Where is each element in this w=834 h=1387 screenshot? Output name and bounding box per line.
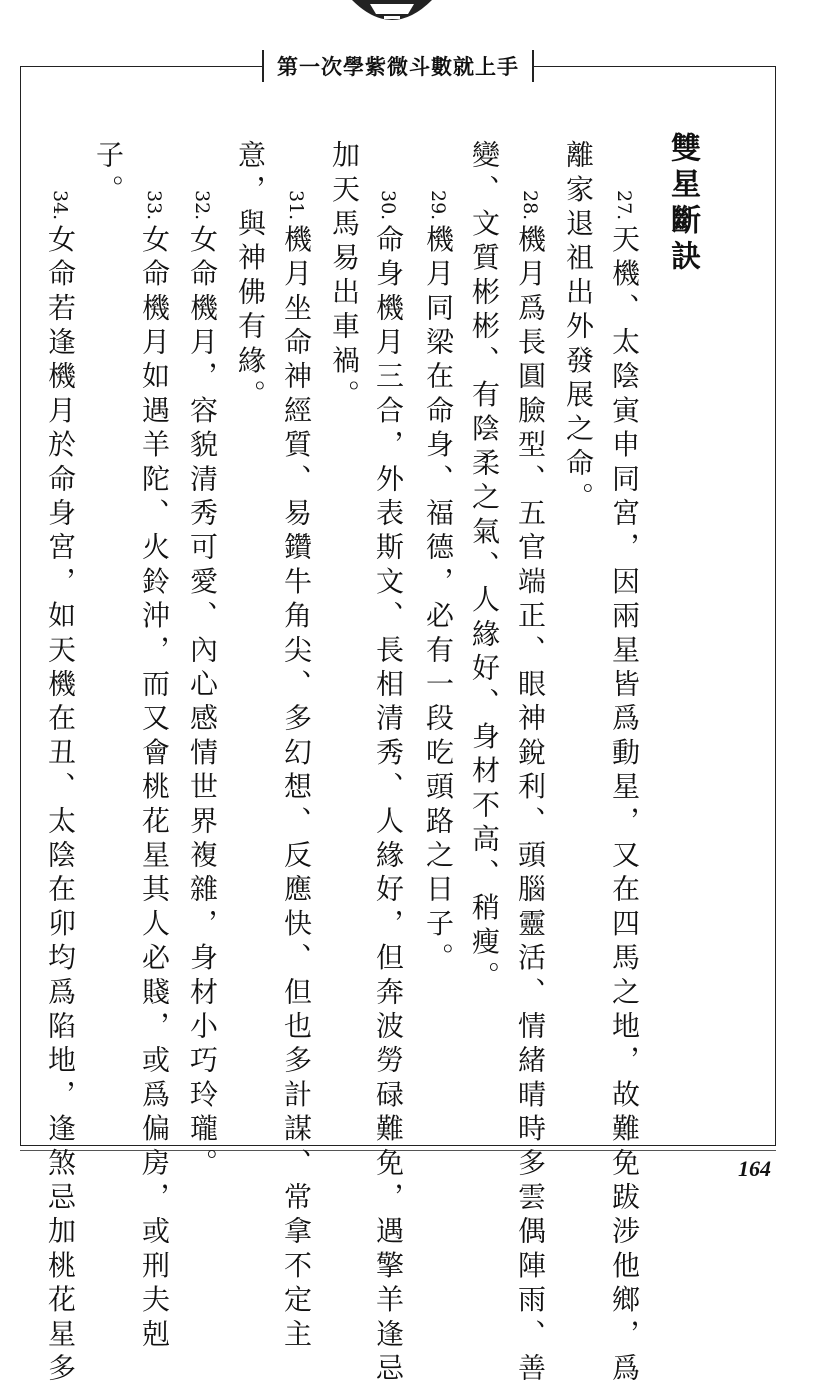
- item-number: 29.: [427, 190, 449, 221]
- section-title: 雙星斷訣: [665, 132, 700, 276]
- frame-right: [775, 66, 776, 1146]
- running-header: [262, 50, 534, 82]
- top-ornament: [348, 0, 436, 30]
- column-text: 機月同梁在命身、福德，必有一段吃頭路之日子。: [422, 224, 455, 977]
- item-number: 32.: [191, 190, 213, 221]
- column-text: 變、文質彬彬、有陰柔之氣、人緣好、身材不高、稍瘦。: [468, 140, 501, 995]
- paragraph-column: [422, 190, 455, 977]
- paragraph-column: [372, 190, 405, 1387]
- column-text: 女命機月如遇羊陀、火鈴沖，而又會桃花星其人必賤，或爲偏房，或刑夫剋: [138, 224, 171, 1353]
- paragraph-column: [234, 140, 267, 414]
- column-text: 天機、太陰寅申同宮，因兩星皆爲動星，又在四馬之地，故難免跋涉他鄉，爲: [608, 224, 641, 1387]
- item-number: 27.: [613, 190, 635, 221]
- paragraph-column: [44, 190, 77, 1387]
- item-number: 28.: [519, 190, 541, 221]
- item-number: 31.: [285, 190, 307, 221]
- item-number: 34.: [49, 190, 71, 221]
- column-text: 機月爲長圓臉型、五官端正、眼神銳利、頭腦靈活、情緒晴時多雲偶陣雨、善: [514, 224, 547, 1387]
- column-text: 女命若逢機月於命身宮，如天機在丑、太陰在卯均爲陷地，逢煞忌加桃花星多: [44, 224, 77, 1387]
- column-text: 女命機月，容貌清秀可愛、內心感情世界複雜，身材小巧玲瓏。: [186, 224, 219, 1182]
- item-number: 30.: [377, 190, 399, 221]
- page-number: 164: [738, 1156, 771, 1181]
- paragraph-column: [138, 190, 171, 1353]
- column-text: 離家退祖出外發展之命。: [562, 140, 595, 517]
- paragraph-column: [514, 190, 547, 1387]
- paragraph-column: [280, 190, 313, 1353]
- item-number: 33.: [143, 190, 165, 221]
- column-text: 命身機月三合，外表斯文、長相清秀、人緣好，但奔波勞碌難免，遇擎羊逢忌: [372, 224, 405, 1387]
- paragraph-column: [186, 190, 219, 1182]
- column-text: 加天馬易出車禍。: [328, 140, 361, 414]
- paragraph-column: [92, 140, 125, 209]
- column-text: 意，與神佛有緣。: [234, 140, 267, 414]
- frame-left: [20, 66, 21, 1146]
- frame-top-left: [20, 66, 262, 67]
- paragraph-column: [468, 140, 501, 995]
- book-title: 第一次學紫微斗數就上手: [277, 55, 519, 79]
- paragraph-column: [608, 190, 641, 1387]
- paragraph-column: [562, 140, 595, 517]
- frame-top-right: [530, 66, 776, 67]
- paragraph-column: [328, 140, 361, 414]
- column-text: 子。: [92, 140, 125, 209]
- column-text: 機月坐命神經質、易鑽牛角尖、多幻想、反應快、但也多計謀、常拿不定主: [280, 224, 313, 1353]
